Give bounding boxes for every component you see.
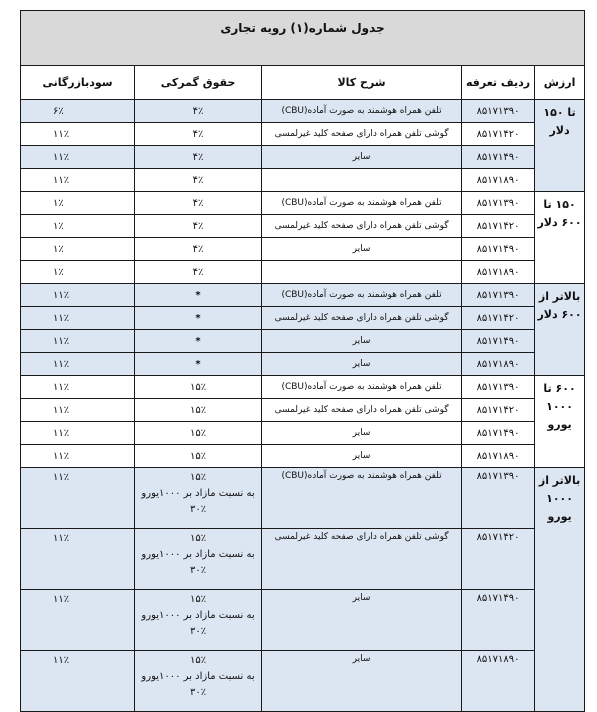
customs-duty <box>135 651 262 712</box>
table-row <box>21 146 585 169</box>
commercial-profit: ۱٪ <box>21 238 135 261</box>
header-profit: سودبازرگانی <box>21 66 135 100</box>
header-tariff: ردیف تعرفه <box>462 66 535 100</box>
currency-cell: بالاتر از ۶۰۰ دلار <box>535 284 585 376</box>
goods-description: سایر <box>262 445 462 468</box>
table-row <box>21 445 585 468</box>
tariff-code: ۸۵۱۷۱۴۹۰ <box>462 422 535 445</box>
goods-description: تلفن همراه هوشمند به صورت آماده(CBU) <box>262 468 462 529</box>
customs-duty <box>135 529 262 590</box>
duty-excess-rate: ۳۰٪ <box>189 565 207 576</box>
customs-duty: ۴٪ <box>135 238 262 261</box>
header-duty: حقوق گمرکی <box>135 66 262 100</box>
commercial-profit: ۱۱٪ <box>21 307 135 330</box>
goods-description: سایر <box>262 353 462 376</box>
tariff-code: ۸۵۱۷۱۴۹۰ <box>462 590 535 651</box>
tariff-code: ۸۵۱۷۱۸۹۰ <box>462 445 535 468</box>
commercial-profit: ۱۱٪ <box>21 651 135 712</box>
tariff-code: ۸۵۱۷۱۳۹۰ <box>462 100 535 123</box>
commercial-profit: ۱٪ <box>21 215 135 238</box>
tariff-code: ۸۵۱۷۱۴۲۰ <box>462 215 535 238</box>
header-currency: ارزش <box>535 66 585 100</box>
table-row <box>21 307 585 330</box>
customs-duty: ۱۵٪ <box>135 422 262 445</box>
duty-excess-note: به نسبت مازاد بر ۱۰۰۰یورو <box>141 671 255 682</box>
commercial-profit: ۱۱٪ <box>21 284 135 307</box>
goods-description: سایر <box>262 238 462 261</box>
trade-procedure-table <box>20 10 585 712</box>
table-title: جدول شماره(۱) رویه تجاری <box>21 11 585 66</box>
header-description: شرح کالا <box>262 66 462 100</box>
commercial-profit: ۱۱٪ <box>21 590 135 651</box>
duty-excess-note: به نسبت مازاد بر ۱۰۰۰یورو <box>141 488 255 499</box>
customs-duty <box>135 590 262 651</box>
goods-description <box>262 169 462 192</box>
duty-excess-rate: ۳۰٪ <box>189 626 207 637</box>
tariff-code: ۸۵۱۷۱۳۹۰ <box>462 468 535 529</box>
table-row <box>21 215 585 238</box>
commercial-profit: ۱۱٪ <box>21 422 135 445</box>
goods-description: گوشی تلفن همراه دارای صفحه کلید غیرلمسی <box>262 307 462 330</box>
customs-duty: ۴٪ <box>135 123 262 146</box>
tariff-code: ۸۵۱۷۱۴۹۰ <box>462 238 535 261</box>
tariff-code: ۸۵۱۷۱۸۹۰ <box>462 261 535 284</box>
tariff-code: ۸۵۱۷۱۴۹۰ <box>462 146 535 169</box>
table-row <box>21 468 585 529</box>
goods-description: سایر <box>262 422 462 445</box>
table-row <box>21 284 585 307</box>
duty-base-rate: ۱۵٪ <box>189 533 207 544</box>
table-row <box>21 330 585 353</box>
customs-duty: ۴٪ <box>135 100 262 123</box>
tariff-code: ۸۵۱۷۱۴۲۰ <box>462 307 535 330</box>
table-row <box>21 376 585 399</box>
customs-duty: * <box>135 353 262 376</box>
duty-excess-note: به نسبت مازاد بر ۱۰۰۰یورو <box>141 610 255 621</box>
tariff-code: ۸۵۱۷۱۳۹۰ <box>462 376 535 399</box>
tariff-code: ۸۵۱۷۱۴۲۰ <box>462 529 535 590</box>
customs-duty: * <box>135 330 262 353</box>
duty-excess-note: به نسبت مازاد بر ۱۰۰۰یورو <box>141 549 255 560</box>
currency-cell: ۱۵۰ تا ۶۰۰ دلار <box>535 192 585 284</box>
currency-cell: ۶۰۰ تا ۱۰۰۰ یورو <box>535 376 585 468</box>
duty-excess-rate: ۳۰٪ <box>189 687 207 698</box>
tariff-code: ۸۵۱۷۱۴۹۰ <box>462 330 535 353</box>
tariff-code: ۸۵۱۷۱۸۹۰ <box>462 169 535 192</box>
tariff-code: ۸۵۱۷۱۸۹۰ <box>462 353 535 376</box>
commercial-profit: ۱٪ <box>21 261 135 284</box>
duty-base-rate: ۱۵٪ <box>189 655 207 666</box>
goods-description <box>262 261 462 284</box>
customs-duty: ۴٪ <box>135 261 262 284</box>
tariff-code: ۸۵۱۷۱۸۹۰ <box>462 651 535 712</box>
duty-base-rate: ۱۵٪ <box>189 594 207 605</box>
tariff-code: ۸۵۱۷۱۴۲۰ <box>462 123 535 146</box>
table-row <box>21 192 585 215</box>
currency-cell: بالاتر از ۱۰۰۰ یورو <box>535 468 585 712</box>
table-row <box>21 422 585 445</box>
customs-duty: ۱۵٪ <box>135 445 262 468</box>
commercial-profit: ۱۱٪ <box>21 146 135 169</box>
customs-duty: ۱۵٪ <box>135 399 262 422</box>
commercial-profit: ۱۱٪ <box>21 399 135 422</box>
commercial-profit: ۶٪ <box>21 100 135 123</box>
currency-cell: تا ۱۵۰ دلار <box>535 100 585 192</box>
tariff-code: ۸۵۱۷۱۴۲۰ <box>462 399 535 422</box>
commercial-profit: ۱۱٪ <box>21 376 135 399</box>
goods-description: گوشی تلفن همراه دارای صفحه کلید غیرلمسی <box>262 529 462 590</box>
goods-description: تلفن همراه هوشمند به صورت آماده(CBU) <box>262 100 462 123</box>
customs-duty: * <box>135 307 262 330</box>
goods-description: گوشی تلفن همراه دارای صفحه کلید غیرلمسی <box>262 123 462 146</box>
customs-duty: ۴٪ <box>135 169 262 192</box>
goods-description: تلفن همراه هوشمند به صورت آماده(CBU) <box>262 192 462 215</box>
tariff-code: ۸۵۱۷۱۳۹۰ <box>462 192 535 215</box>
table-row <box>21 261 585 284</box>
goods-description: تلفن همراه هوشمند به صورت آماده(CBU) <box>262 376 462 399</box>
table-row <box>21 651 585 712</box>
commercial-profit: ۱۱٪ <box>21 169 135 192</box>
table-row <box>21 353 585 376</box>
duty-base-rate: ۱۵٪ <box>189 472 207 483</box>
table-row <box>21 169 585 192</box>
commercial-profit: ۱۱٪ <box>21 445 135 468</box>
customs-duty: ۱۵٪ <box>135 376 262 399</box>
commercial-profit: ۱٪ <box>21 192 135 215</box>
commercial-profit: ۱۱٪ <box>21 330 135 353</box>
goods-description: سایر <box>262 590 462 651</box>
table-row <box>21 590 585 651</box>
commercial-profit: ۱۱٪ <box>21 353 135 376</box>
goods-description: گوشی تلفن همراه دارای صفحه کلید غیرلمسی <box>262 399 462 422</box>
customs-duty: ۴٪ <box>135 146 262 169</box>
table-row <box>21 100 585 123</box>
goods-description: تلفن همراه هوشمند به صورت آماده(CBU) <box>262 284 462 307</box>
goods-description: سایر <box>262 146 462 169</box>
customs-duty: ۴٪ <box>135 215 262 238</box>
customs-duty <box>135 468 262 529</box>
commercial-profit: ۱۱٪ <box>21 529 135 590</box>
tariff-code: ۸۵۱۷۱۳۹۰ <box>462 284 535 307</box>
goods-description: سایر <box>262 330 462 353</box>
document-page <box>20 10 584 712</box>
goods-description: سایر <box>262 651 462 712</box>
goods-description: گوشی تلفن همراه دارای صفحه کلید غیرلمسی <box>262 215 462 238</box>
customs-duty: * <box>135 284 262 307</box>
duty-excess-rate: ۳۰٪ <box>189 504 207 515</box>
table-row <box>21 238 585 261</box>
commercial-profit: ۱۱٪ <box>21 123 135 146</box>
table-row <box>21 529 585 590</box>
commercial-profit: ۱۱٪ <box>21 468 135 529</box>
customs-duty: ۴٪ <box>135 192 262 215</box>
table-row <box>21 399 585 422</box>
table-row <box>21 123 585 146</box>
